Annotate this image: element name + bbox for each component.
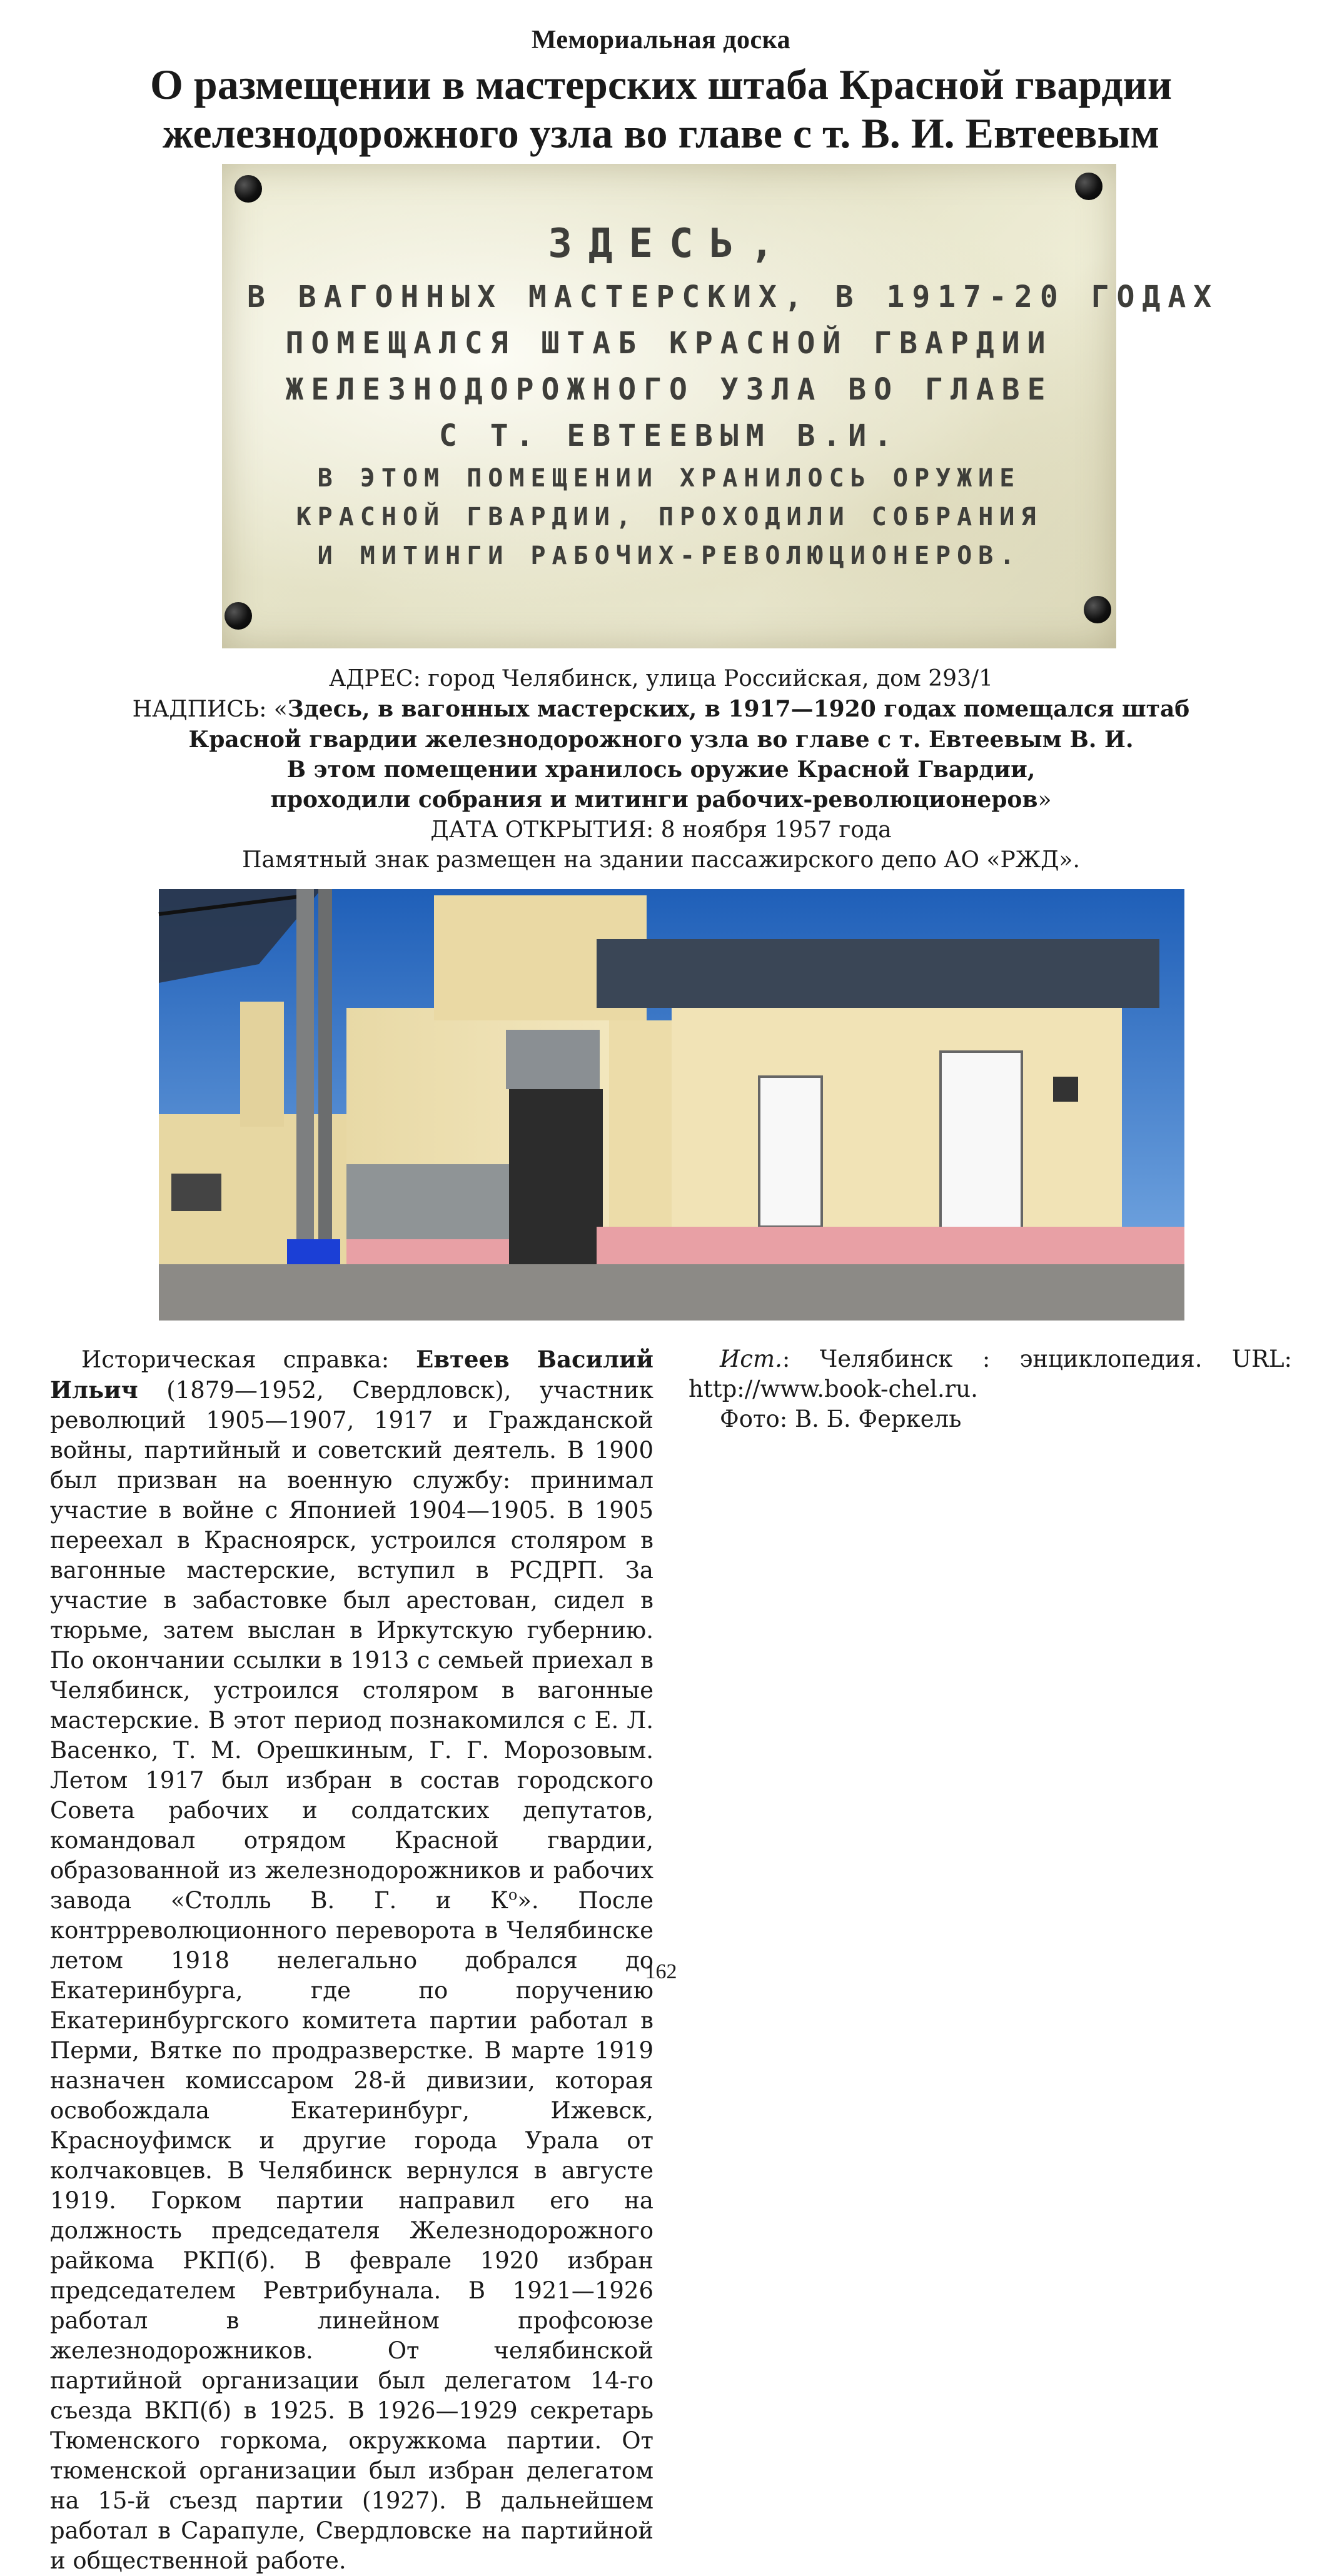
plaque-line: В ЭТОМ ПОМЕЩЕНИИ ХРАНИЛОСЬ ОРУЖИЕ: [317, 464, 1021, 493]
depot-building-photo: [159, 889, 1184, 1321]
article-text: (1879—1952, Свердловск), участник революций 1905—1907, 1917 и Гражданской войны, партийный и советский деятель. В 1900 был призван на военную службу: принимал участие в войне с Японией 1904—1905. В 1905 переехал в Красноярск, устроился столяром в вагонные мастерские, вступил в РСДРП. За участие в забастовке был арестован, сидел в тюрьме, затем выслан в Иркутскую губернию. По окончании ссылки в 1913 с семьей приехал в Челябинск, устроился столяром в вагонные мастерские. В этот период познакомился с Е. Л. Васенко, Т. М. Орешкиным, Г. Г. Морозовым. Летом 1917 был избран в состав городского Совета рабочих и солдатских депутатов, командовал отрядом Красной гвардии, образованной из железнодорожников и рабочих завода «Столль В. Г. и К: [50, 1377, 653, 1914]
plaque-caption: [100, 664, 1222, 875]
plaque-inscription: [247, 214, 1219, 575]
plaque-line: КРАСНОЙ ГВАРДИИ, ПРОХОДИЛИ СОБРАНИЯ: [296, 503, 1042, 531]
title-line-1: О размещении в мастерских штаба Красной гвардии: [150, 61, 1172, 108]
inscription-line-1: [100, 694, 1222, 725]
photo-credit: Фото: В. Б. Феркель: [720, 1406, 962, 1432]
inscription-text: Здесь, в вагонных мастерских, в 1917—1920 годах помещался штаб: [287, 696, 1190, 722]
location-note: Памятный знак размещен на здании пассажирского депо АО «РЖД».: [242, 847, 1080, 873]
plaque-line: ЖЕЛЕЗНОДОРОЖНОГО УЗЛА ВО ГЛАВЕ: [285, 372, 1053, 407]
inscription-line-2: Красной гвардии железнодорожного узла во главе с т. Евтеевым В. И.: [188, 727, 1134, 753]
plaque-line: ПОМЕЩАЛСЯ ШТАБ КРАСНОЙ ГВАРДИИ: [285, 326, 1053, 361]
plaque-bolt-bottom-left: [225, 602, 252, 630]
source-line: [689, 1344, 1292, 1404]
opening-date: ДАТА ОТКРЫТИЯ: 8 ноября 1957 года: [430, 817, 892, 843]
address-line: АДРЕС: город Челябинск, улица Российская, дом 293/1: [329, 666, 993, 692]
inscription-close: »: [1037, 787, 1052, 813]
inscription-label: НАДПИСЬ: «: [132, 697, 288, 722]
plaque-photo: [222, 164, 1219, 648]
source-label: Ист.: [720, 1346, 782, 1372]
source-text: : Челябинск : энциклопедия. URL: http://www.book-chel.ru.: [689, 1346, 1292, 1402]
plaque-bolt-top-left: [235, 175, 262, 203]
plaque-bolt-top-right: [1075, 173, 1103, 200]
lead-name: Евтеев Василий Ильич: [50, 1346, 653, 1404]
plaque-line: И МИТИНГИ РАБОЧИХ-РЕВОЛЮЦИОНЕРОВ.: [317, 541, 1021, 570]
section-kicker: Мемориальная доска: [531, 26, 791, 54]
title-line-2: железнодорожного узла во главе с т. В. И. Евтеевым: [163, 109, 1159, 157]
inscription-text: проходили собрания и митинги рабочих-революционеров: [270, 787, 1038, 813]
superscript-o: о: [508, 1886, 518, 1904]
inscription-line-3: В этом помещении хранилось оружие Красной Гвардии,: [286, 757, 1036, 783]
plaque-line: В ВАГОННЫХ МАСТЕРСКИХ, В 1917-20 ГОДАХ: [247, 279, 1219, 314]
page-number: 162: [645, 1960, 677, 1983]
depot-building-illustration: [159, 889, 1184, 1321]
article-text: ». После контрреволюционного переворота в Челябинске летом 1918 нелегально добрался до Екатеринбурга, где по поручению Екатеринбургского комитета партии работал в Перми, Вятке по продразверстке. В марте 1919 назначен комиссаром 28-й дивизии, которая освобождала Екатеринбург, Ижевск, Красноуфимск и другие города Урала от колчаковцев. В Челябинск вернулся в августе 1919. Горком партии направил его на должность председателя Железнодорожного райкома РКП(б). В феврале 1920 избран председателем Ревтрибунала. В 1921—1926 работал в линейном профсоюзе железнодорожников. От челябинской партийной организации был делегатом 14-го съезда ВКП(б) в 1925. В 1926—1929 секретарь Тюменского горкома, окружкома партии. От тюменской организации был избран делегатом на 15-й съезд партии (1927). В дальнейшем работал в Сарапуле, Свердловске на партийной и общественной работе.: [50, 1887, 653, 2574]
inscription-line-4: [100, 785, 1222, 815]
page-title: [50, 60, 1272, 158]
plaque-line: ЗДЕСЬ,: [548, 221, 790, 267]
lead-label: Историческая справка:: [81, 1346, 416, 1373]
plaque-line: С Т. ЕВТЕЕВЫМ В.И.: [438, 418, 900, 453]
plaque-bolt-bottom-right: [1084, 596, 1111, 623]
